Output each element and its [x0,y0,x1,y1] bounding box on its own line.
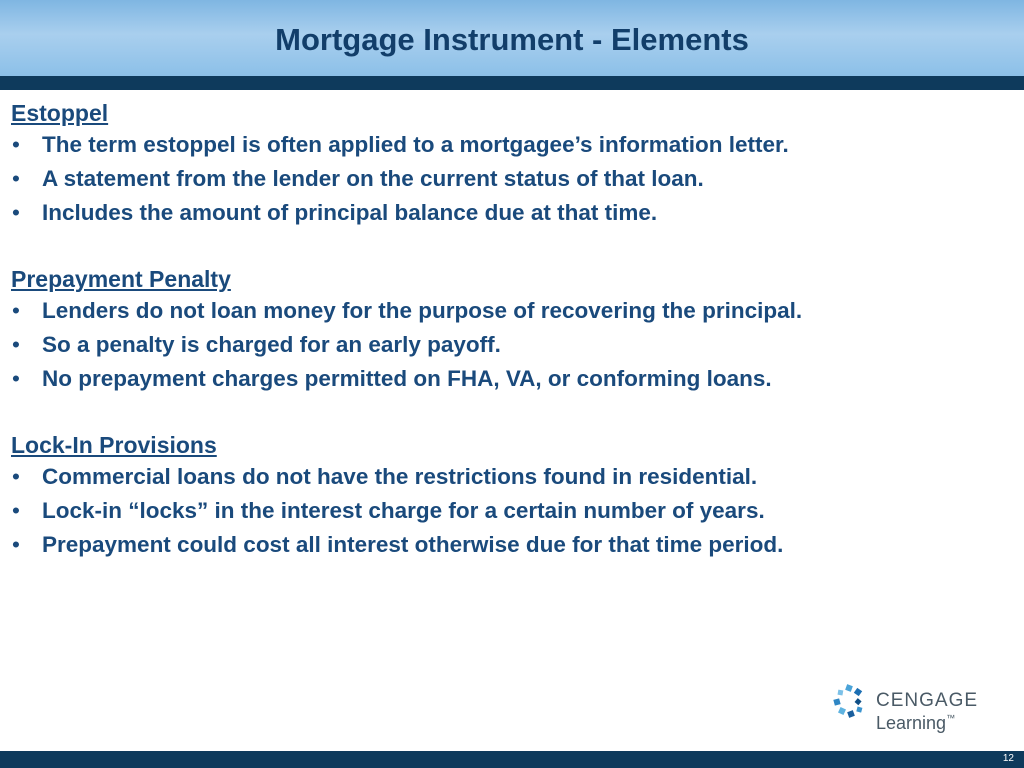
bullet-item [11,162,1016,196]
slide-content [11,98,1016,596]
bullet-text: The term estoppel is often applied to a mortgagee’s information letter. [42,132,789,157]
section-lock-in-provisions [11,430,1016,562]
bullet-icon: • [12,166,20,191]
bullet-item [11,294,1016,328]
logo-wordmark: CENGAGE [876,690,979,711]
bullet-list [11,460,1016,562]
bullet-icon: • [12,200,20,225]
section-heading: Lock-In Provisions [11,432,217,458]
logo-subword [876,713,955,734]
cengage-mark-icon [832,684,868,720]
bullet-icon: • [12,298,20,323]
bullet-text: Lock-in “locks” in the interest charge for a certain number of years. [42,498,765,523]
bullet-text: So a penalty is charged for an early payoff. [42,332,501,357]
bullet-text: Lenders do not loan money for the purpose of recovering the principal. [42,298,803,323]
bullet-list [11,128,1016,230]
footer-bar [0,751,1024,768]
bullet-item [11,362,1016,396]
cengage-logo [832,682,982,738]
bullet-icon: • [12,132,20,157]
bullet-item [11,528,1016,562]
bullet-item [11,494,1016,528]
slide-title: Mortgage Instrument - Elements [275,22,749,57]
bullet-item [11,196,1016,230]
bullet-text: Prepayment could cost all interest otherwise due for that time period. [42,532,784,557]
bullet-item [11,328,1016,362]
bullet-icon: • [12,366,20,391]
bullet-text: A statement from the lender on the current status of that loan. [42,166,704,191]
bullet-icon: • [12,532,20,557]
bullet-item [11,128,1016,162]
section-heading: Estoppel [11,100,109,126]
logo-trademark: ™ [946,713,956,723]
logo-learning: Learning [876,713,947,733]
section-heading: Prepayment Penalty [11,266,231,292]
bullet-text: Commercial loans do not have the restrictions found in residential. [42,464,758,489]
bullet-icon: • [12,332,20,357]
bullet-icon: • [12,498,20,523]
bullet-list [11,294,1016,396]
bullet-text: Includes the amount of principal balance due at that time. [42,200,658,225]
section-estoppel [11,98,1016,230]
section-prepayment-penalty [11,264,1016,396]
bullet-text: No prepayment charges permitted on FHA, VA, or conforming loans. [42,366,772,391]
bullet-icon: • [12,464,20,489]
page-number: 12 [1002,753,1014,764]
title-divider [0,76,1024,90]
bullet-item [11,460,1016,494]
